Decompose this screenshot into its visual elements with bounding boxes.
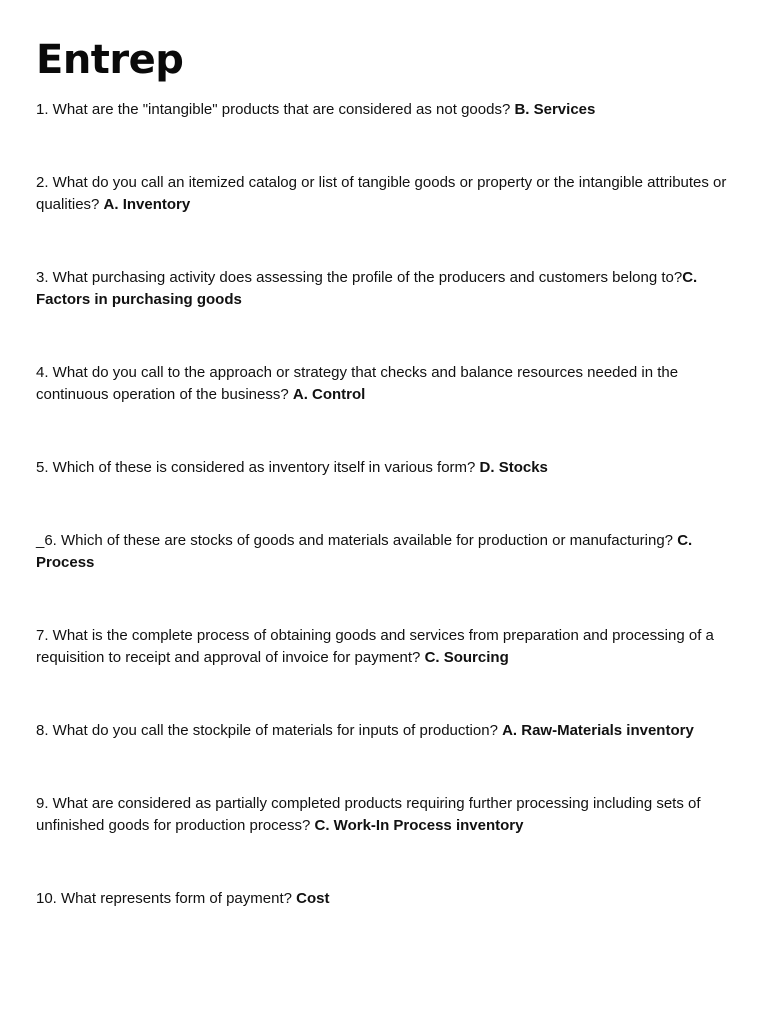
answer-text: C. Factors in purchasing goods [36,269,698,308]
question-text: 10. What represents form of payment? [36,890,297,907]
question-text: 4. What do you call to the approach or strategy that checks and balance resources needed in the continuous operation of the business? [36,364,679,403]
answer-text: A. Raw-Materials inventory [502,722,694,739]
question-text: 3. What purchasing activity does assessing the profile of the producers and customers belong to? [36,269,683,286]
question-item-5 [36,457,732,479]
answer-text: Cost [296,890,330,907]
answer-text: C. Sourcing [424,649,509,666]
answer-text: A. Control [292,386,366,403]
question-text: 7. What is the complete process of obtaining goods and services from preparation and processing of a requisition to receipt and approval of invoice for payment? [36,627,714,666]
question-list [36,99,732,910]
question-text: 5. Which of these is considered as inventory itself in various form? [36,459,480,476]
answer-text: A. Inventory [103,196,191,213]
question-text: _6. Which of these are stocks of goods and materials available for production or manufacturing? [36,532,678,549]
answer-text: B. Services [514,101,596,118]
question-text: 9. What are considered as partially completed products requiring further processing including sets of unfinished goods for production process? [36,795,701,834]
question-item-9 [36,793,732,837]
question-item-10 [36,888,732,910]
answer-text: D. Stocks [479,459,548,476]
question-item-6 [36,530,732,574]
question-item-4 [36,362,732,406]
answer-text: C. Process [36,532,693,571]
question-item-3 [36,267,732,311]
page-title: Entrep [36,37,184,83]
question-item-7 [36,625,732,669]
question-text: 1. What are the "intangible" products that are considered as not goods? [36,101,515,118]
question-item-8 [36,720,732,742]
question-text: 8. What do you call the stockpile of materials for inputs of production? [36,722,503,739]
answer-text: C. Work-In Process inventory [314,817,524,834]
question-item-1 [36,99,732,121]
question-text: 2. What do you call an itemized catalog or list of tangible goods or property or the intangible attributes or qualities? [36,174,727,213]
question-item-2 [36,172,732,216]
